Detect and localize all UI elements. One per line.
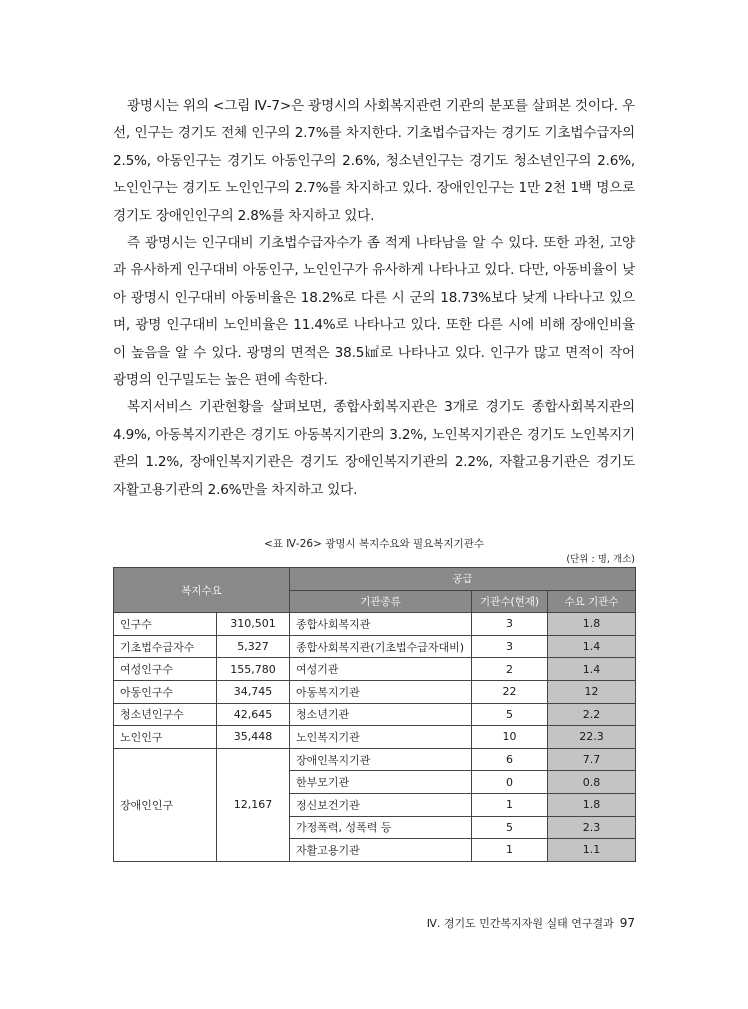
institution-name: 청소년기관 [290, 703, 472, 726]
demand-label: 인구수 [114, 613, 217, 636]
table-row [114, 680, 636, 703]
institution-count: 1 [472, 793, 548, 816]
institution-count: 3 [472, 613, 548, 636]
header-demand-ratio: 수요 기관수 [548, 590, 636, 613]
body-text [113, 93, 635, 504]
header-demand: 복지수요 [114, 568, 290, 613]
institution-name: 종합사회복지관 [290, 613, 472, 636]
demand-ratio: 2.2 [548, 703, 636, 726]
institution-count: 3 [472, 635, 548, 658]
institution-count: 2 [472, 658, 548, 681]
institution-name: 정신보건기관 [290, 793, 472, 816]
demand-label: 여성인구수 [114, 658, 217, 681]
institution-count: 5 [472, 816, 548, 839]
page-footer [427, 915, 635, 931]
demand-value: 42,645 [217, 703, 290, 726]
demand-label-disabled: 장애인인구 [114, 748, 217, 861]
welfare-table [113, 567, 636, 862]
institution-name: 가정폭력, 성폭력 등 [290, 816, 472, 839]
demand-ratio: 0.8 [548, 771, 636, 794]
institution-name: 여성기관 [290, 658, 472, 681]
table-row [114, 613, 636, 636]
demand-value: 35,448 [217, 726, 290, 749]
demand-value-disabled: 12,167 [217, 748, 290, 861]
institution-count: 0 [472, 771, 548, 794]
table-row [114, 658, 636, 681]
institution-name: 종합사회복지관(기초법수급자대비) [290, 635, 472, 658]
institution-name: 자활고용기관 [290, 839, 472, 862]
footer-section: Ⅳ. 경기도 민간복지자원 실태 연구결과 [426, 917, 614, 930]
demand-ratio: 1.8 [548, 793, 636, 816]
page-number: 97 [619, 916, 635, 930]
demand-ratio: 1.4 [548, 635, 636, 658]
institution-name: 한부모기관 [290, 771, 472, 794]
demand-ratio: 7.7 [548, 748, 636, 771]
institution-count: 10 [472, 726, 548, 749]
demand-ratio: 1.8 [548, 613, 636, 636]
demand-ratio: 22.3 [548, 726, 636, 749]
institution-name: 노인복지기관 [290, 726, 472, 749]
demand-label: 청소년인구수 [114, 703, 217, 726]
table-row [114, 748, 636, 771]
paragraph-3: 복지서비스 기관현황을 살펴보면, 종합사회복지관은 3개로 경기도 종합사회복지관의 4.9%, 아동복지기관은 경기도 아동복지기관의 3.2%, 노인복지기관은 경기도 노인복지기관의 1.2%, 장애인복지기관은 경기도 장애인복지기관의 2.2%, 자활고용기관은 경기도 자활고용기관의 2.6%만을 차지하고 있다. [113, 399, 635, 498]
demand-value: 5,327 [217, 635, 290, 658]
table-row [114, 635, 636, 658]
demand-label: 아동인구수 [114, 680, 217, 703]
paragraph-2: 즉 광명시는 인구대비 기초법수급자수가 좀 적게 나타남을 알 수 있다. 또한 과천, 고양과 유사하게 인구대비 아동인구, 노인인구가 유사하게 나타나고 있다. 다만, 아동비율이 낮아 광명시 인구대비 아동비율은 18.2%로 다른 시 군의 18.73%보다 낮게 나타나고 있으며, 광명 인구대비 노인비율은 11.4%로 나타나고 있다. 또한 다른 시에 비해 장애인비율이 높음을 알 수 있다. 광명의 면적은 38.5㎢로 나타나고 있다. 인구가 많고 면적이 작어 광명의 인구밀도는 높은 편에 속한다. [113, 235, 635, 389]
table-row [114, 703, 636, 726]
demand-label: 노인인구 [114, 726, 217, 749]
demand-ratio: 2.3 [548, 816, 636, 839]
demand-value: 155,780 [217, 658, 290, 681]
table-row [114, 726, 636, 749]
institution-count: 1 [472, 839, 548, 862]
table-unit: (단위 : 명, 개소) [566, 554, 635, 565]
table-caption: <표 Ⅳ-26> 광명시 복지수요와 필요복지기관수 [263, 538, 485, 550]
header-supply: 공급 [290, 568, 636, 591]
demand-ratio: 1.1 [548, 839, 636, 862]
institution-count: 6 [472, 748, 548, 771]
demand-ratio: 12 [548, 680, 636, 703]
paragraph-1: 광명시는 위의 <그림 Ⅳ-7>은 광명시의 사회복지관련 기관의 분포를 살펴본 것이다. 우선, 인구는 경기도 전체 인구의 2.7%를 차지한다. 기초법수급자는 경기도 기초법수급자의 2.5%, 아동인구는 경기도 아동인구의 2.6%, 청소년인구는 경기도 청소년인구의 2.6%, 노인인구는 경기도 노인인구의 2.7%를 차지하고 있다. 장애인인구는 1만 2천 1백 명으로 경기도 장애인인구의 2.8%를 차지하고 있다. [113, 98, 635, 224]
institution-name: 장애인복지기관 [290, 748, 472, 771]
demand-label: 기초법수급자수 [114, 635, 217, 658]
institution-name: 아동복지기관 [290, 680, 472, 703]
demand-value: 310,501 [217, 613, 290, 636]
header-institution-type: 기관종류 [290, 590, 472, 613]
demand-ratio: 1.4 [548, 658, 636, 681]
header-institution-count: 기관수(현재) [472, 590, 548, 613]
institution-count: 5 [472, 703, 548, 726]
demand-value: 34,745 [217, 680, 290, 703]
institution-count: 22 [472, 680, 548, 703]
